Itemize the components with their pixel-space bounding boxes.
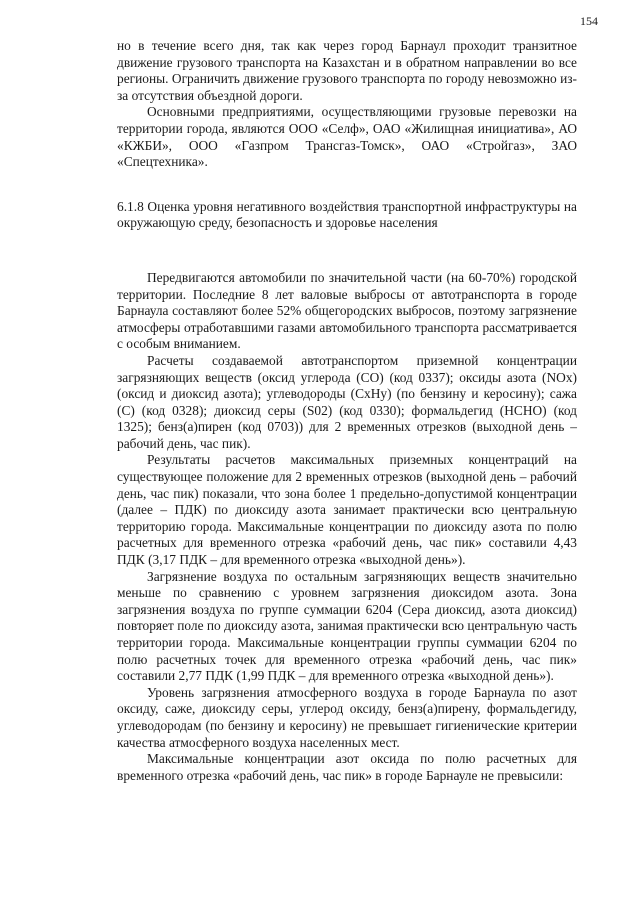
- paragraph-max-concentrations: Максимальные концентрации азот оксида по полю расчетных для временного отрезка «рабочий день, час пик» в городе Барнауле не превысили:: [117, 751, 577, 783]
- section-heading: 6.1.8 Оценка уровня негативного воздействия транспортной инфраструктуры на окружающую среду, безопасность и здоровье населения: [117, 198, 577, 231]
- paragraph-pollution-level: Уровень загрязнения атмосферного воздуха в городе Барнаула по азот оксиду, саже, диоксиду серы, углерод оксиду, бенз(а)пирену, формальдегиду, углеводородам (по бензину и керосину) не превышает гигиенические критерии качества атмосферного воздуха населенных мест.: [117, 684, 577, 750]
- paragraph-other-pollutants: Загрязнение воздуха по остальным загрязняющих веществ значительно меньше по сравнению с уровнем загрязнения диоксидом азота. Зона загрязнения воздуха по группе суммации 6204 (Сера диоксид, азота диоксид) повторяет поле по диоксиду азота, занимая практически всю центральную часть территории города. Максимальные концентрации группы суммации 6204 по полю расчетных точек для временного отрезка «рабочий день, час пик» составили 2,77 ПДК (1,99 ПДК – для временного отрезка «выходной день»).: [117, 568, 577, 684]
- paragraph-transit-traffic: но в течение всего дня, так как через город Барнаул проходит транзитное движение грузового транспорта на Казахстан и в обратном направлении во все регионы. Ограничить движение грузового транспорта по городу невозможно из-за отсутствия объездной дороги.: [117, 38, 577, 103]
- document-body: [117, 38, 577, 784]
- paragraph-vehicle-emissions: Передвигаются автомобили по значительной части (на 60-70%) городской территории. Последние 8 лет валовые выбросы от автотранспорта в городе Барнаула составляют более 52% общегородских выбросов, поэтому загрязнение атмосферы отработавшими газами автомобильного транспорта рассматривается с особым вниманием.: [117, 269, 577, 352]
- paragraph-calculations: Расчеты создаваемой автотранспортом приземной концентрации загрязняющих веществ (оксид углерода (СО) (код 0337); оксиды азота (NOx) (оксид и диоксид азота); углеводороды (СхНу) (по бензину и керосину); сажа (С) (код 0328); диоксид серы (S02) (код 0330); формальдегид (НСНО) (код 1325); бенз(а)пирен (код 0703)) для 2 временных отрезков (выходной день – рабочий день, час пик).: [117, 352, 577, 451]
- paragraph-freight-companies: Основными предприятиями, осуществляющими грузовые перевозки на территории города, являются ООО «Селф», ОАО «Жилищная инициатива», АО «КЖБИ», ООО «Газпром Трансгаз-Томск», ОАО «Стройгаз», ЗАО «Спецтехника».: [117, 104, 577, 170]
- page-number: 154: [580, 14, 598, 28]
- paragraph-results: Результаты расчетов максимальных приземных концентраций на существующее положение для 2 временных отрезков (выходной день – рабочий день, час пик) показали, что зона более 1 предельно-допустимой концентрации (далее – ПДК) по диоксиду азота занимает практически всю центральную территорию города. Максимальные концентрации по диоксиду азота по полю расчетных для временного отрезка «рабочий день, час пик» составили 4,43 ПДК (3,17 ПДК – для временного отрезка «выходной день»).: [117, 452, 577, 568]
